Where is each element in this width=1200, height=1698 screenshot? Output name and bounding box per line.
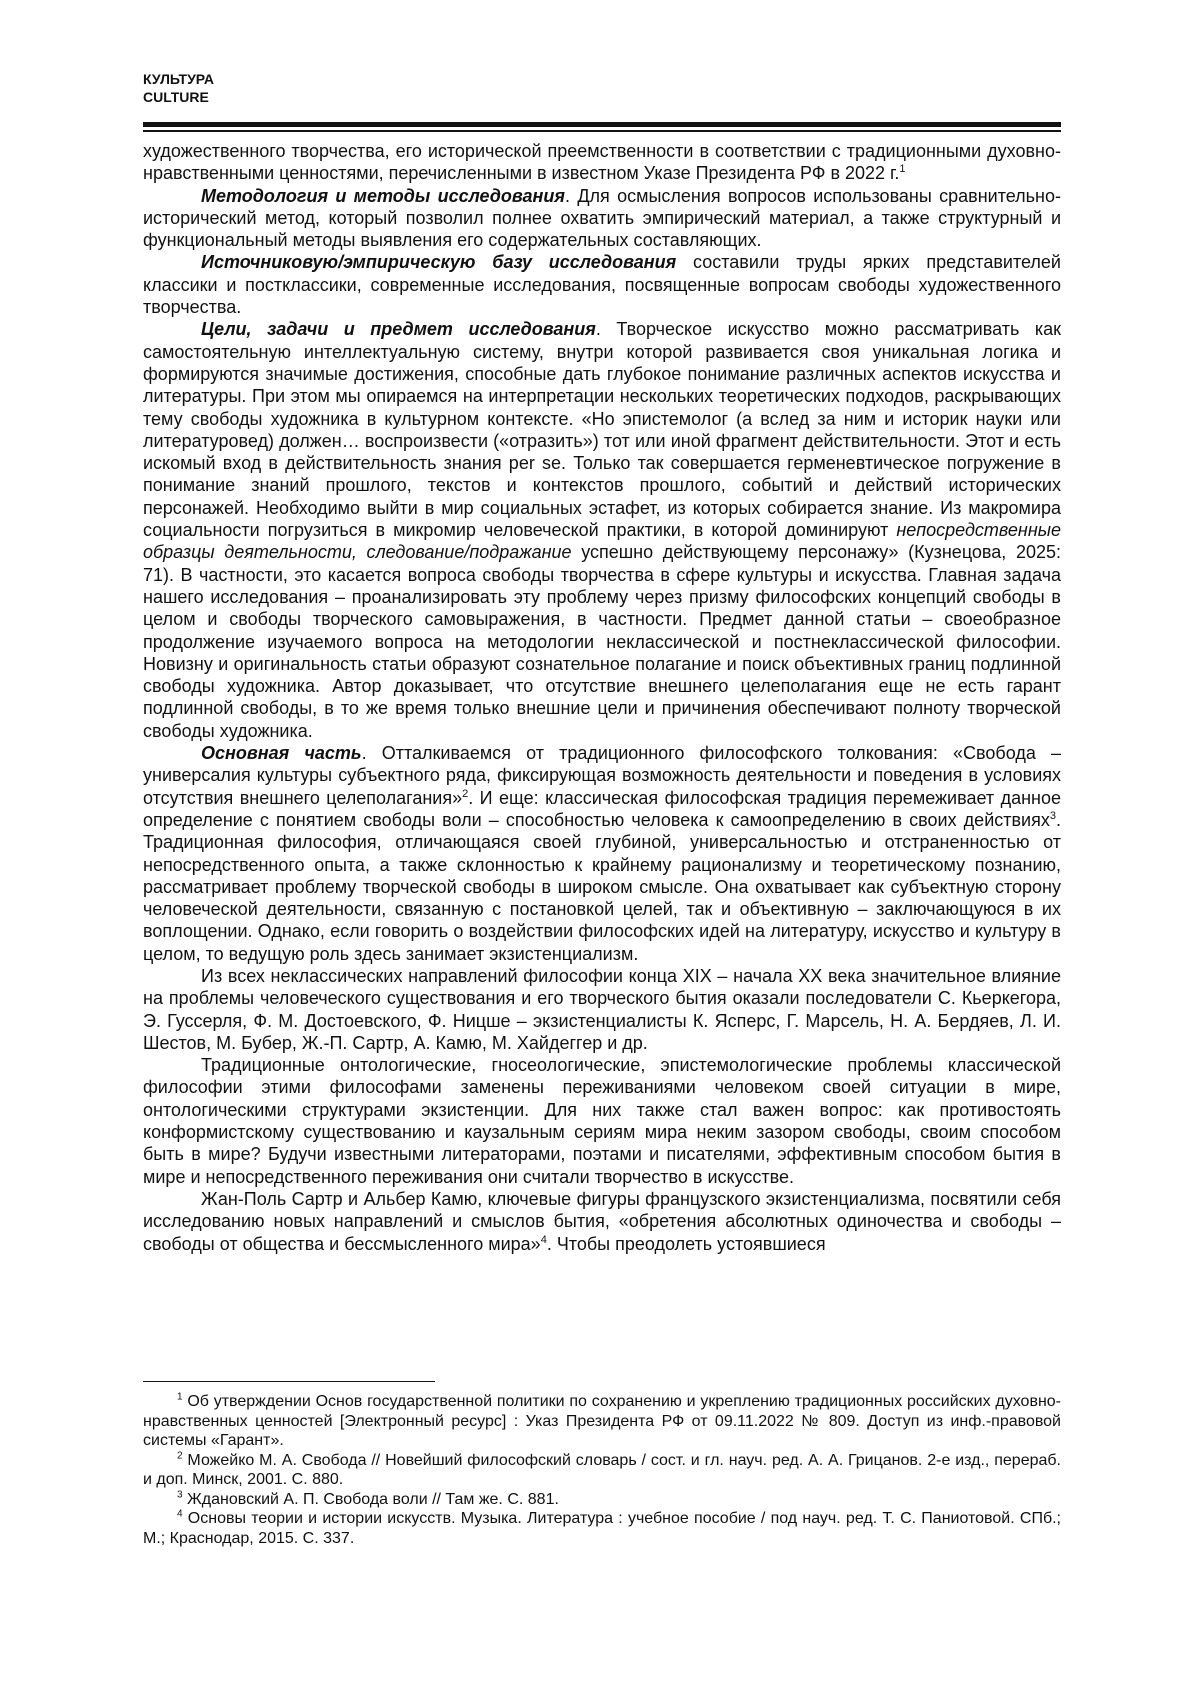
footnote-number: 1 — [177, 1391, 183, 1403]
footnote-ref: 1 — [899, 163, 906, 176]
footnote-separator — [143, 1381, 435, 1382]
footnote-ref: 4 — [540, 1233, 547, 1246]
paragraph-methodology: Методология и методы исследования. Для осмысления вопросов использованы сравнительно-исторический метод, который позволил полнее охватить эмпирический материал, а также структурный и функциональный методы выявления его содержательных составляющих. — [143, 185, 1061, 251]
footnote: $^4$ Основы теории и истории искусств. Музыка. Литература : учебное пособие / под науч. ред. Т. С. Паниотовой. СПб.; М.; Краснодар, 2015. С. 337. — [143, 1508, 1061, 1547]
footnote-number: 3 — [177, 1489, 183, 1501]
header-rule-thick — [143, 122, 1061, 127]
header-section-en: CULTURE — [143, 89, 209, 105]
section-lead: Основная часть — [201, 743, 362, 764]
section-lead: Цели, задачи и предмет исследования — [201, 319, 596, 340]
paragraph-sartre-camus: Жан-Поль Сартр и Альбер Камю, ключевые фигуры французского экзистенциализма, посвятили себя исследованию новых направлений и смыслов бытия, «обретения абсолютных одиночества и свободы – свободы от общества и бессмысленного мира»$^4$. Чтобы преодолеть устоявшиеся — [143, 1188, 1061, 1254]
section-lead: Источниковую/эмпирическую базу исследования — [201, 252, 677, 273]
paragraph-continuation: художественного творчества, его исторической преемственности в соответствии с традиционными духовно-нравственными ценностями, перечисленными в известном Указе Президента РФ в 2022 г.$^1$ — [143, 141, 1061, 184]
italic-emphasis: непосредственные образцы деятельности, следование/подражание — [143, 520, 1061, 563]
paragraph-nonclassical: Из всех неклассических направлений философии конца XIX – начала XX века значительное влияние на проблемы человеческого существования и его творческого бытия оказали последователи С. Кьеркегора, Э. Гуссерля, Ф. М. Достоевского, Ф. Ницше – экзистенциалисты К. Ясперс, Г. Марсель, Н. А. Бердяев, Л. И. Шестов, М. Бубер, Ж.-П. Сартр, А. Камю, М. Хайдеггер и др. — [143, 965, 1061, 1053]
paragraph-goals: Цели, задачи и предмет исследования. Творческое искусство можно рассматривать как самостоятельную интеллектуальную систему, внутри которой развивается своя уникальная логика и формируются значимые достижения, способные дать глубокое понимание различных аспектов искусства и литературы. При этом мы опираемся на интерпретации нескольких теоретических подходов, раскрывающих тему свободы художника в культурном контексте. «Но эпистемолог (а вслед за ним и историк науки или литературовед) должен… воспроизвести («отразить») тот или иной фрагмент действительности. Этот и есть искомый вход в действительность знания per se. Только так совершается герменевтическое погружение в понимание знаний прошлого, текстов и контекстов прошлого, событий и действий исторических персонажей. Необходимо выйти в мир социальных эстафет, из которых собирается знание. Из макромира социальности погрузиться в микромир человеческой практики, в которой доминируют непосредственные образцы деятельности, следование/подражание успешно действующему персонажу» (Кузнецова, 2025: 71). В частности, это касается вопроса свободы творчества в сфере культуры и искусства. Главная задача нашего исследования – проанализировать эту проблему через призму философских концепций свободы в целом и свободы творческого самовыражения, в частности. Предмет данной статьи – своеобразное продолжение изучаемого вопроса на методологии неклассической и постнеклассической философии. Новизну и оригинальность статьи образуют сознательное полагание и поиск объективных границ подлинной свободы художника. Автор доказывает, что отсутствие внешнего целеполагания еще не есть гарант подлинной свободы, в то же время только внешние цели и причинения обеспечивают полноту творческой свободы художника. — [143, 319, 1061, 741]
footnote-ref: 2 — [462, 787, 469, 800]
footnote-ref: 3 — [1049, 809, 1056, 822]
footnote: $^2$ Можейко М. А. Свобода // Новейший философский словарь / сост. и гл. науч. ред. А. А. Грицанов. 2-е изд., перераб. и доп. Минск, 2001. С. 880. — [143, 1450, 1061, 1488]
footnote-number: 2 — [177, 1450, 183, 1462]
footnote: $^3$ Ждановский А. П. Свобода воли // Там же. С. 881. — [177, 1489, 559, 1508]
header-section-ru: КУЛЬТУРА — [143, 71, 215, 87]
paragraph-sources: Источниковую/эмпирическую базу исследования составили труды ярких представителей классики и постклассики, современные исследования, посвященные вопросам свободы художественного творчества. — [143, 252, 1061, 318]
running-header — [143, 70, 214, 106]
footnotes — [143, 1392, 1061, 1548]
paragraph-traditional: Традиционные онтологические, гносеологические, эпистемологические проблемы классической философии этими философами заменены переживаниями человеком своей ситуации в мире, онтологическими структурами экзистенции. Для них также стал важен вопрос: как противостоять конформистскому существованию и каузальным сериям мира неким зазором свободы, своим способом быть в мире? Будучи известными литераторами, поэтами и писателями, эффективным способом бытия в мире и непосредственного переживания они считали творчество в искусстве. — [143, 1055, 1061, 1187]
footnote: $^1$ Об утверждении Основ государственной политики по сохранению и укреплению традиционных российских духовно-нравственных ценностей [Электронный ресурс] : Указ Президента РФ от 09.11.2022 № 809. Доступ из инф.-правовой системы «Гарант». — [143, 1391, 1061, 1449]
article-body — [143, 140, 1061, 1255]
header-rule-thin — [143, 130, 1061, 132]
section-lead: Методология и методы исследования — [201, 185, 566, 206]
paragraph-main: Основная часть. Отталкиваемся от традиционного философского толкования: «Свобода – универсалия культуры субъектного ряда, фиксирующая возможность деятельности и поведения в условиях отсутствия внешнего целеполагания»$^2$. И еще: классическая философская традиция перемеживает данное определение с понятием свободы воли – способностью человека к самоопределению в своих действиях$^3$. Традиционная философия, отличающаяся своей глубиной, универсальностью и отстраненностью от непосредственного опыта, а также склонностью к крайнему рационализму и теоретическому познанию, рассматривает проблему творческой свободы в широком смысле. Она охватывает как субъектную сторону человеческой деятельности, связанную с постановкой целей, так и объективную – заключающуюся в их воплощении. Однако, если говорить о воздействии философских идей на литературу, искусство и культуру в целом, то ведущую роль здесь занимает экзистенциализм. — [143, 743, 1061, 964]
footnote-number: 4 — [177, 1508, 183, 1520]
